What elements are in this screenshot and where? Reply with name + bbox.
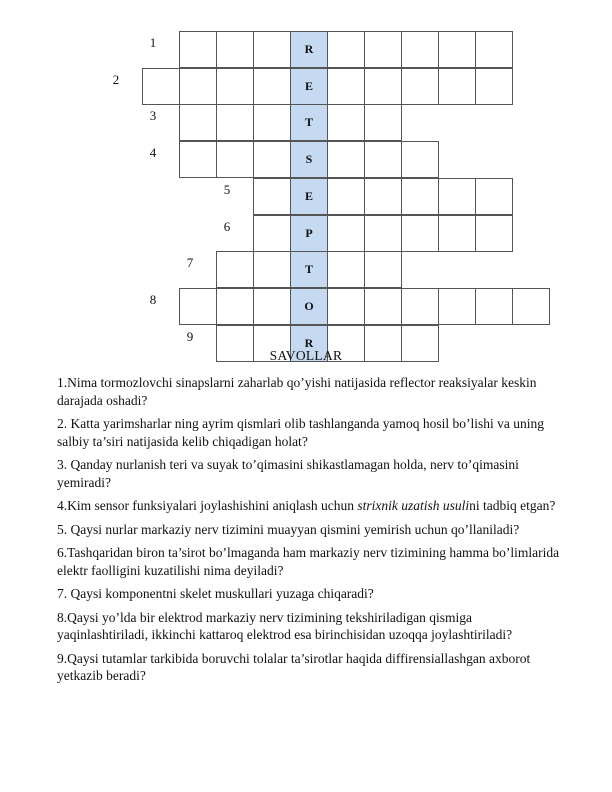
answer-cell[interactable] bbox=[253, 215, 291, 252]
answer-cell[interactable] bbox=[216, 31, 254, 68]
answer-cell[interactable] bbox=[179, 31, 217, 68]
question-item bbox=[57, 521, 562, 539]
question-item bbox=[57, 609, 562, 644]
clue-number: 6 bbox=[223, 218, 231, 234]
question-item bbox=[57, 456, 562, 491]
answer-cell[interactable] bbox=[179, 141, 217, 178]
answer-cell[interactable] bbox=[475, 215, 513, 252]
answer-cell[interactable] bbox=[512, 288, 550, 325]
answer-cell[interactable] bbox=[475, 68, 513, 105]
question-item bbox=[57, 497, 562, 515]
answer-cell[interactable] bbox=[179, 104, 217, 141]
answer-cell[interactable] bbox=[364, 31, 402, 68]
answer-cell[interactable] bbox=[364, 141, 402, 178]
keyword-cell[interactable]: E bbox=[290, 68, 328, 105]
keyword-cell[interactable]: O bbox=[290, 288, 328, 325]
answer-cell[interactable] bbox=[253, 288, 291, 325]
answer-cell[interactable] bbox=[438, 31, 476, 68]
answer-cell[interactable] bbox=[327, 31, 365, 68]
clue-number: 9 bbox=[186, 328, 194, 344]
answer-cell[interactable] bbox=[475, 31, 513, 68]
answer-cell[interactable] bbox=[401, 68, 439, 105]
answer-cell[interactable] bbox=[327, 178, 365, 215]
clue-number: 1 bbox=[149, 35, 157, 50]
question-item bbox=[57, 650, 562, 685]
question-text: 2. Katta yarimsharlar ning ayrim qismlari olib tashlanganda yamoq hosil bo’lishi va uning salbiy ta’siri natijasida kelib chiqadigan holat? bbox=[57, 416, 545, 449]
answer-cell[interactable] bbox=[216, 104, 254, 141]
clue-number: 4 bbox=[149, 145, 157, 161]
answer-cell[interactable] bbox=[364, 288, 402, 325]
question-item bbox=[57, 585, 562, 603]
answer-cell[interactable] bbox=[216, 141, 254, 178]
answer-cell[interactable] bbox=[179, 68, 217, 105]
answer-cell[interactable] bbox=[216, 251, 254, 288]
answer-cell[interactable] bbox=[216, 68, 254, 105]
answer-cell[interactable] bbox=[364, 104, 402, 141]
keyword-cell[interactable]: S bbox=[290, 141, 328, 178]
crossword-grid bbox=[0, 0, 612, 360]
answer-cell[interactable] bbox=[253, 251, 291, 288]
question-text: 8.Qaysi yo’lda bir elektrod markaziy nerv tizimining tekshiriladigan qismiga yaqinlashtiriladi, ikkinchi kattaroq elektrod esa birinchisidan uzoqqa joylashtiriladi? bbox=[57, 609, 513, 642]
answer-cell[interactable] bbox=[216, 288, 254, 325]
answer-cell[interactable] bbox=[253, 68, 291, 105]
answer-cell[interactable] bbox=[475, 178, 513, 215]
answer-cell[interactable] bbox=[364, 251, 402, 288]
answer-cell[interactable] bbox=[401, 31, 439, 68]
question-item bbox=[57, 374, 562, 409]
answer-cell[interactable] bbox=[253, 141, 291, 178]
answer-cell[interactable] bbox=[364, 215, 402, 252]
clue-number: 5 bbox=[223, 181, 231, 197]
answer-cell[interactable] bbox=[253, 31, 291, 68]
answer-cell[interactable] bbox=[401, 215, 439, 252]
keyword-cell[interactable]: R bbox=[290, 325, 328, 362]
question-text: 9.Qaysi tutamlar tarkibida boruvchi tolalar ta’sirotlar haqida diffirensiallashgan axborot yetkazib beradi? bbox=[57, 650, 531, 683]
keyword-cell[interactable]: E bbox=[290, 178, 328, 215]
answer-cell[interactable] bbox=[327, 251, 365, 288]
keyword-cell[interactable]: R bbox=[290, 31, 328, 68]
answer-cell[interactable] bbox=[253, 104, 291, 141]
answer-cell[interactable] bbox=[327, 141, 365, 178]
clue-number: 3 bbox=[149, 108, 157, 124]
answer-cell[interactable] bbox=[475, 288, 513, 325]
answer-cell[interactable] bbox=[364, 178, 402, 215]
answer-cell[interactable] bbox=[179, 288, 217, 325]
keyword-cell[interactable]: T bbox=[290, 251, 328, 288]
answer-cell[interactable] bbox=[401, 141, 439, 178]
question-item bbox=[57, 415, 562, 450]
answer-cell[interactable] bbox=[364, 68, 402, 105]
answer-cell[interactable] bbox=[327, 288, 365, 325]
answer-cell[interactable] bbox=[438, 178, 476, 215]
question-text: 7. Qaysi komponentni skelet muskullari yuzaga chiqaradi? bbox=[57, 586, 374, 601]
keyword-cell[interactable]: T bbox=[290, 104, 328, 141]
clue-number: 2 bbox=[112, 71, 120, 87]
question-text: 1.Nima tormozlovchi sinapslarni zaharlab qo’yishi natijasida reflector reaksiyalar keskin darajada oshadi? bbox=[57, 375, 537, 408]
answer-cell[interactable] bbox=[327, 215, 365, 252]
answer-cell[interactable] bbox=[253, 178, 291, 215]
keyword-cell[interactable]: P bbox=[290, 215, 328, 252]
answer-cell[interactable] bbox=[401, 178, 439, 215]
question-text: 3. Qanday nurlanish teri va suyak to’qimasini shikastlamagan holda, nerv to’qimasini yemiradi? bbox=[57, 457, 519, 490]
clue-number: 7 bbox=[186, 255, 194, 271]
answer-cell[interactable] bbox=[142, 68, 180, 105]
answer-cell[interactable] bbox=[438, 68, 476, 105]
answer-cell[interactable] bbox=[438, 288, 476, 325]
question-text: 4.Kim sensor funksiyalari joylashishini aniqlash uchun bbox=[57, 498, 358, 513]
question-text: 6.Tashqaridan biron ta’sirot bo’lmaganda ham markaziy nerv tizimining hamma bo’limlarida elektr faolligini kuzatilishi nima deyiladi? bbox=[57, 545, 560, 578]
questions-list bbox=[57, 374, 562, 691]
answer-cell[interactable] bbox=[327, 104, 365, 141]
question-text-end: ni tadbiq etgan? bbox=[469, 498, 556, 513]
answer-cell[interactable] bbox=[327, 68, 365, 105]
question-text: 5. Qaysi nurlar markaziy nerv tizimini muayyan qismini yemirish uchun qo’llaniladi? bbox=[57, 521, 520, 537]
clue-number: 8 bbox=[149, 291, 157, 307]
answer-cell[interactable] bbox=[438, 215, 476, 252]
question-italic-text: strixnik uzatish usuli bbox=[357, 498, 470, 513]
question-item bbox=[57, 544, 562, 579]
questions-heading: SAVOLLAR bbox=[269, 348, 343, 363]
answer-cell[interactable] bbox=[401, 288, 439, 325]
